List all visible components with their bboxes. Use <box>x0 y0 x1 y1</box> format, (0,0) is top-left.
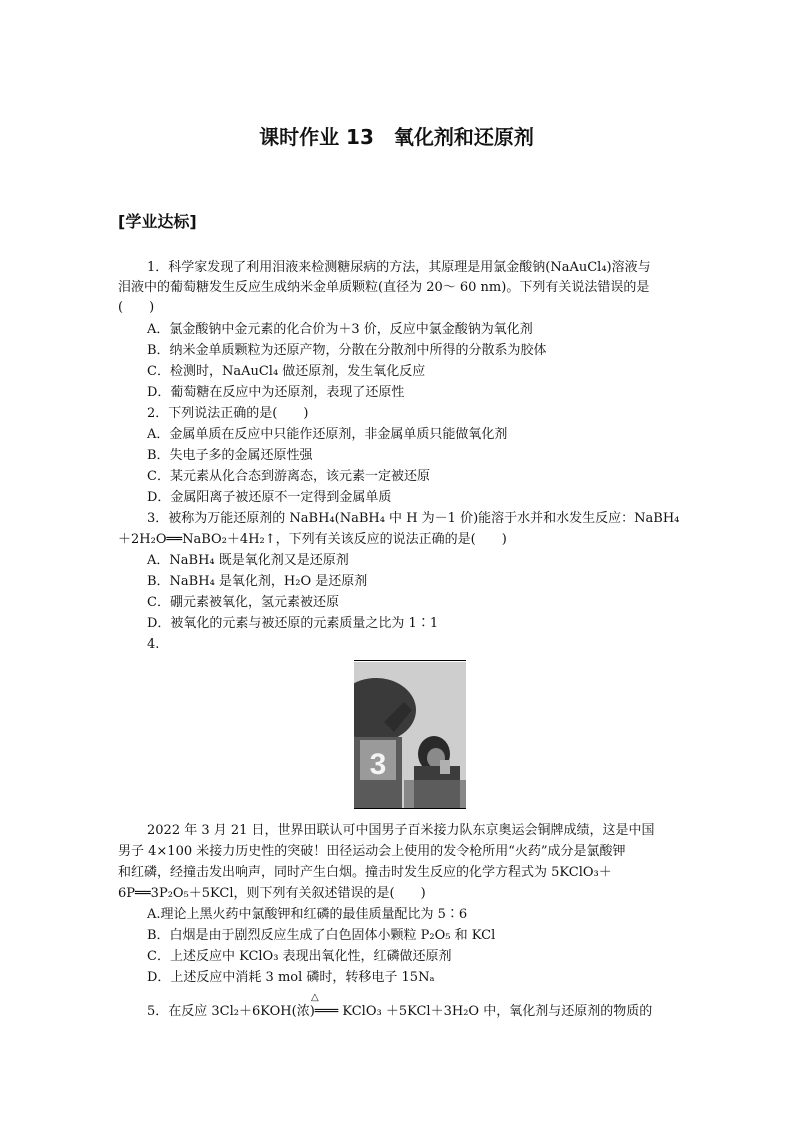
q4-option-a: A.理论上黑火药中氯酸钾和红磷的最佳质量配比为 5∶6 <box>147 907 468 922</box>
q4-option-b: B．白烟是由于剧烈反应生成了白色固体小颗粒 P₂O₅ 和 KCl <box>147 928 496 943</box>
q4-stem-line3: 和红磷，经撞击发出响声，同时产生白烟。撞击时发生反应的化学方程式为 5KClO₃＋ <box>118 865 612 880</box>
q4-stem-line4: 6P══3P₂O₅＋5KCl，则下列有关叙述错误的是( ) <box>118 886 426 901</box>
q3-option-c: C．硼元素被氧化，氢元素被还原 <box>147 595 339 610</box>
section-heading: [学业达标] <box>118 212 197 231</box>
q1-stem-line1: 1．科学家发现了利用泪液来检测糖尿病的方法，其原理是用氯金酸钠(NaAuCl₄)溶液与 <box>147 260 651 275</box>
q1-option-a: A．氯金酸钠中金元素的化合价为＋3 价，反应中氯金酸钠为氧化剂 <box>147 322 533 337</box>
bib-number: 3 <box>369 748 387 781</box>
photo-frame-top <box>354 660 466 661</box>
q4-stem-line1: 2022 年 3 月 21 日，世界田联认可中国男子百米接力队东京奥运会铜牌成绩，这是中国 <box>147 823 655 838</box>
q2-stem: 2．下列说法正确的是( ) <box>147 406 309 421</box>
q1-stem-line2: 泪液中的葡萄糖发生反应生成纳米金单质颗粒(直径为 20～ 60 nm)。下列有关说法错误的是 <box>118 280 650 295</box>
photo-frame-bottom <box>354 808 466 809</box>
q2-option-d: D．金属阳离子被还原不一定得到金属单质 <box>147 490 392 505</box>
q4-option-c: C．上述反应中 KClO₃ 表现出氧化性，红磷做还原剂 <box>147 949 452 964</box>
q3-stem-line2: ＋2H₂O══NaBO₂＋4H₂↑，下列有关该反应的说法正确的是( ) <box>118 532 507 547</box>
q3-stem-line1: 3．被称为万能还原剂的 NaBH₄(NaBH₄ 中 H 为－1 价)能溶于水并和水发生反应：NaBH₄ <box>147 511 680 526</box>
q4-stem-line2: 男子 4×100 米接力历史性的突破！田径运动会上使用的发令枪所用“火药”成分是氯酸钾 <box>118 844 626 859</box>
q2-option-a: A．金属单质在反应中只能作还原剂，非金属单质只能做氧化剂 <box>147 427 508 442</box>
q4-option-d: D．上述反应中消耗 3 mol 磷时，转移电子 15Nₐ <box>147 970 435 985</box>
q1-option-c: C．检测时，NaAuCl₄ 做还原剂，发生氧化反应 <box>147 364 426 379</box>
q1-option-b: B．纳米金单质颗粒为还原产物，分散在分散剂中所得的分散系为胶体 <box>147 343 547 358</box>
q2-option-c: C．某元素从化合态到游离态，该元素一定被还原 <box>147 469 430 484</box>
q3-option-d: D．被氧化的元素与被还原的元素质量之比为 1∶1 <box>147 616 439 631</box>
q2-option-b: B．失电子多的金属还原性强 <box>147 448 313 463</box>
q1-option-d: D．葡萄糖在反应中为还原剂，表现了还原性 <box>147 385 405 400</box>
page-title: 课时作业 13 氧化剂和还原剂 <box>259 125 534 149</box>
q4-number: 4. <box>147 637 160 652</box>
sprinter-photo <box>354 662 466 808</box>
q3-option-a: A．NaBH₄ 既是氧化剂又是还原剂 <box>147 553 349 568</box>
q3-option-b: B．NaBH₄ 是氧化剂，H₂O 是还原剂 <box>147 574 368 589</box>
heat-symbol: △ <box>311 992 319 1003</box>
q5-stem-line1: 5．在反应 3Cl₂＋6KOH(浓)═══ KClO₃ ＋5KCl＋3H₂O 中，氧化剂与还原剂的物质的 <box>147 1004 653 1019</box>
q1-stem-line3: ( ) <box>118 300 155 315</box>
